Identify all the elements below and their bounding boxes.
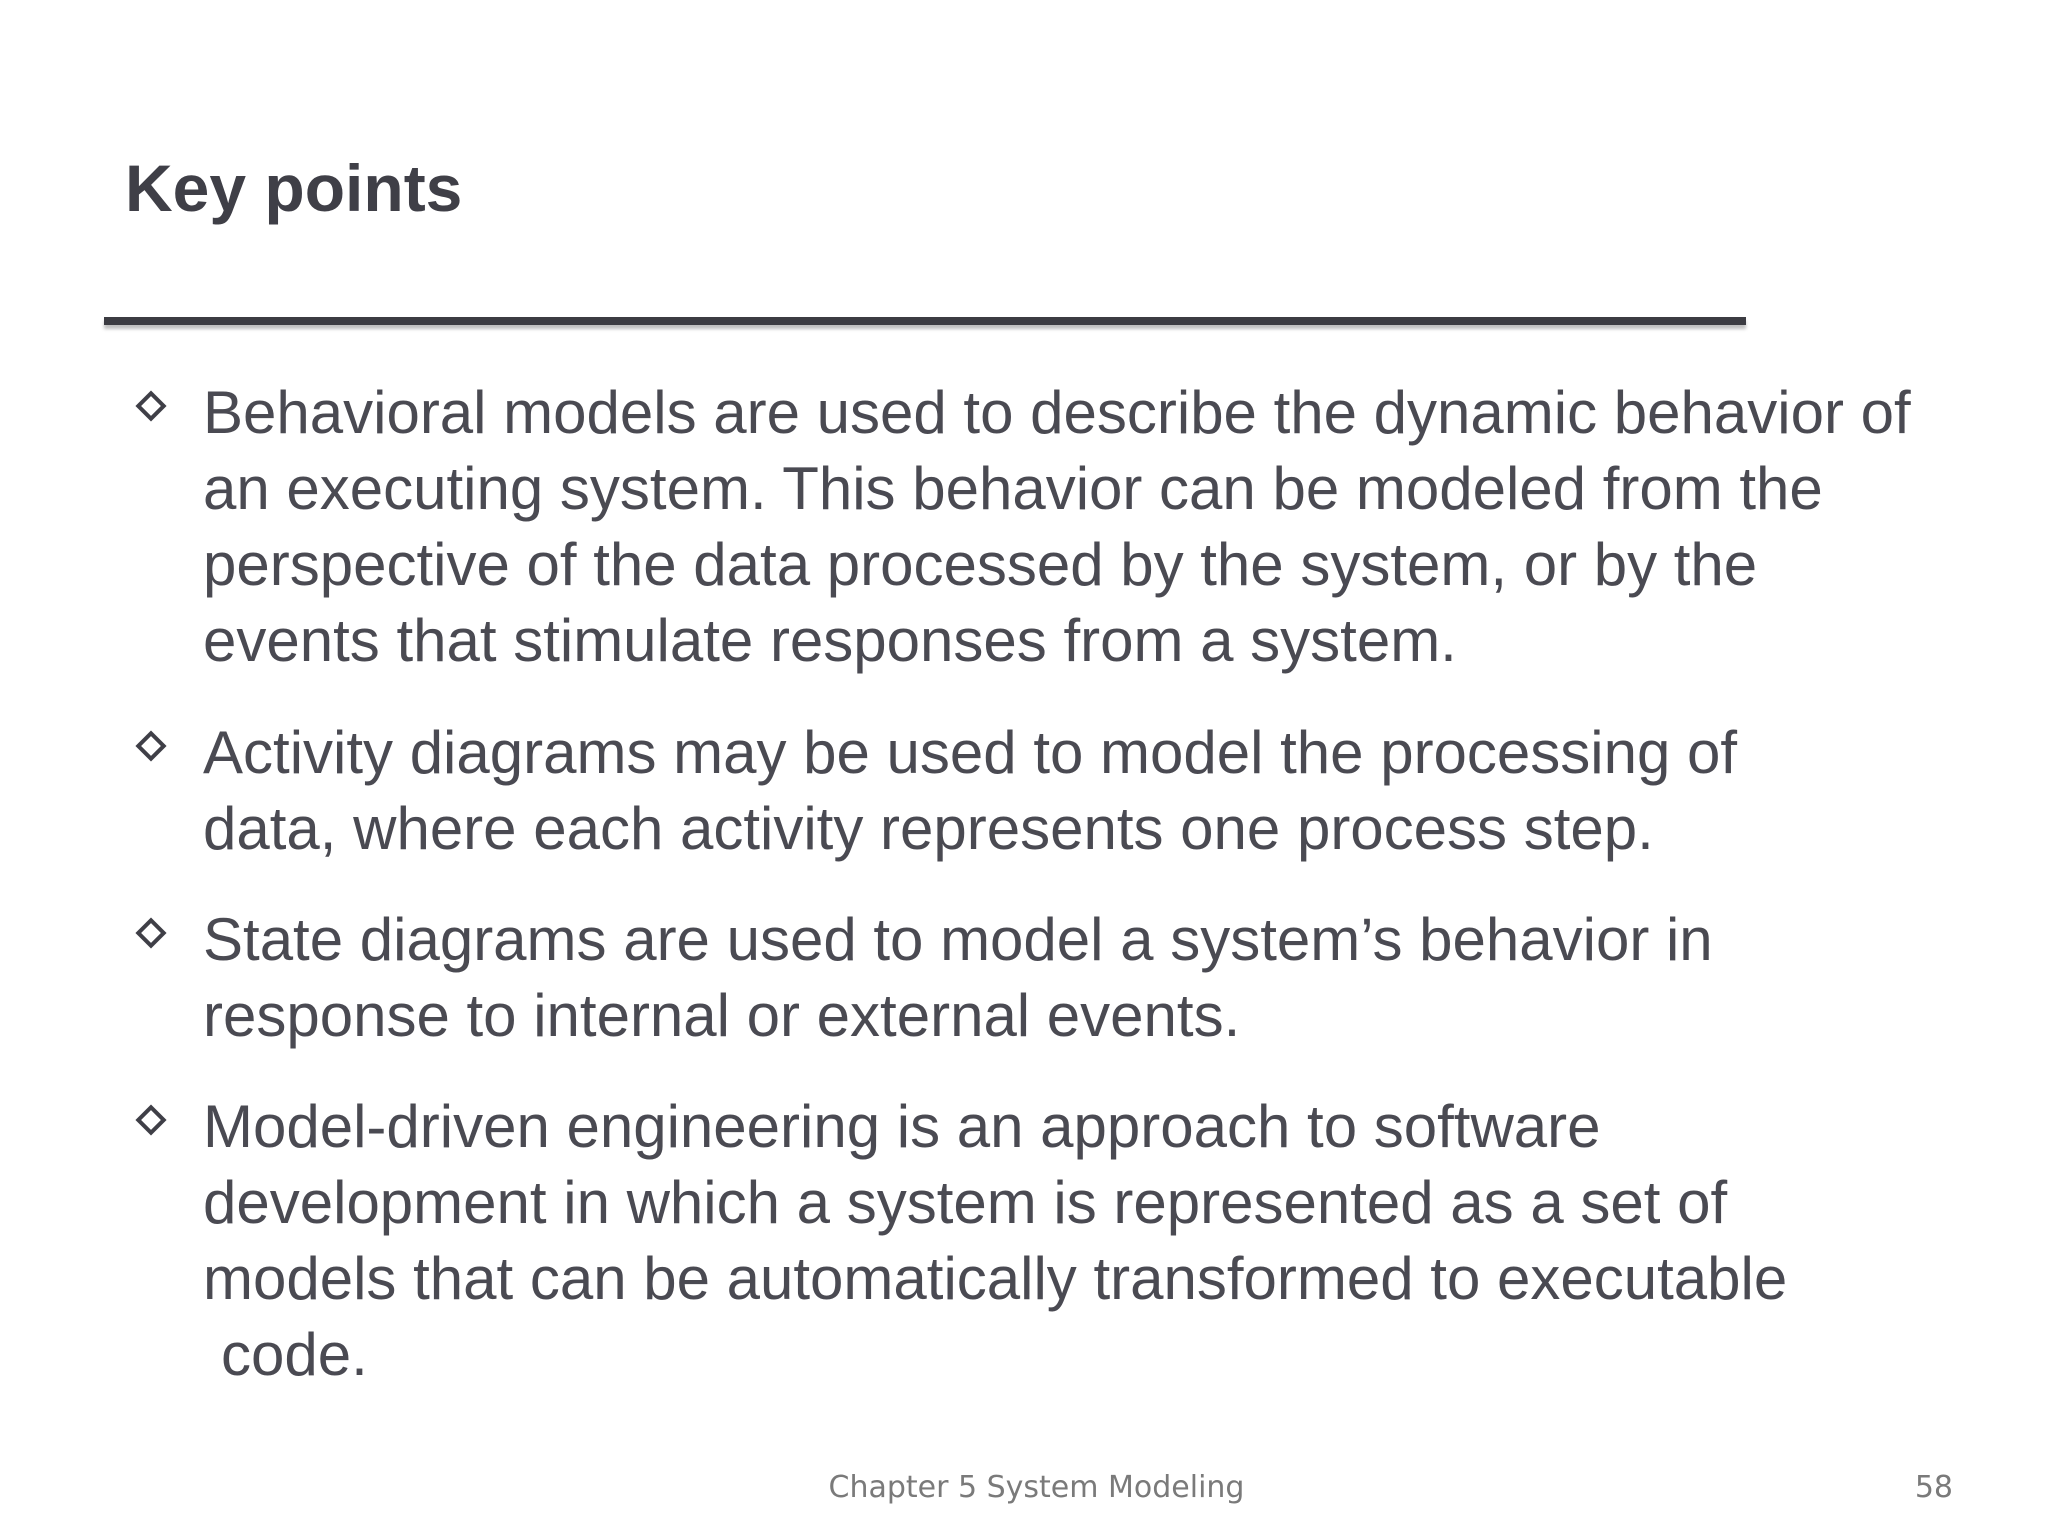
diamond-bullet-icon bbox=[135, 730, 166, 761]
bullet-line: State diagrams are used to model a system’s behavior in bbox=[203, 906, 1713, 973]
bullet-text bbox=[203, 715, 1963, 867]
bullet-line: data, where each activity represents one process step. bbox=[203, 795, 1654, 862]
bullet-line: response to internal or external events. bbox=[203, 982, 1241, 1049]
diamond-bullet-icon bbox=[135, 917, 166, 948]
footer-page-number: 58 bbox=[1914, 1470, 1953, 1505]
footer-chapter-label: Chapter 5 System Modeling bbox=[828, 1470, 1245, 1505]
bullet-text bbox=[203, 902, 1963, 1054]
bullet-text bbox=[203, 1089, 1963, 1393]
bullet-line: an executing system. This behavior can be modeled from the bbox=[203, 455, 1823, 522]
slide-title: Key points bbox=[125, 151, 463, 225]
bullet-line: events that stimulate responses from a system. bbox=[203, 607, 1457, 674]
bullet-line: development in which a system is represented as a set of bbox=[203, 1169, 1728, 1236]
bullet-line: Behavioral models are used to describe the dynamic behavior of bbox=[203, 379, 1911, 446]
bullet-line: perspective of the data processed by the system, or by the bbox=[203, 531, 1758, 598]
diamond-bullet-icon bbox=[135, 390, 166, 421]
bullet-line: Model-driven engineering is an approach to software bbox=[203, 1093, 1601, 1160]
bullet-text bbox=[203, 375, 1963, 679]
title-divider bbox=[104, 317, 1746, 325]
bullet-line: Activity diagrams may be used to model the processing of bbox=[203, 719, 1738, 786]
bullet-line: models that can be automatically transformed to executable bbox=[203, 1245, 1788, 1312]
bullet-line: code. bbox=[221, 1321, 368, 1388]
diamond-bullet-icon bbox=[135, 1104, 166, 1135]
